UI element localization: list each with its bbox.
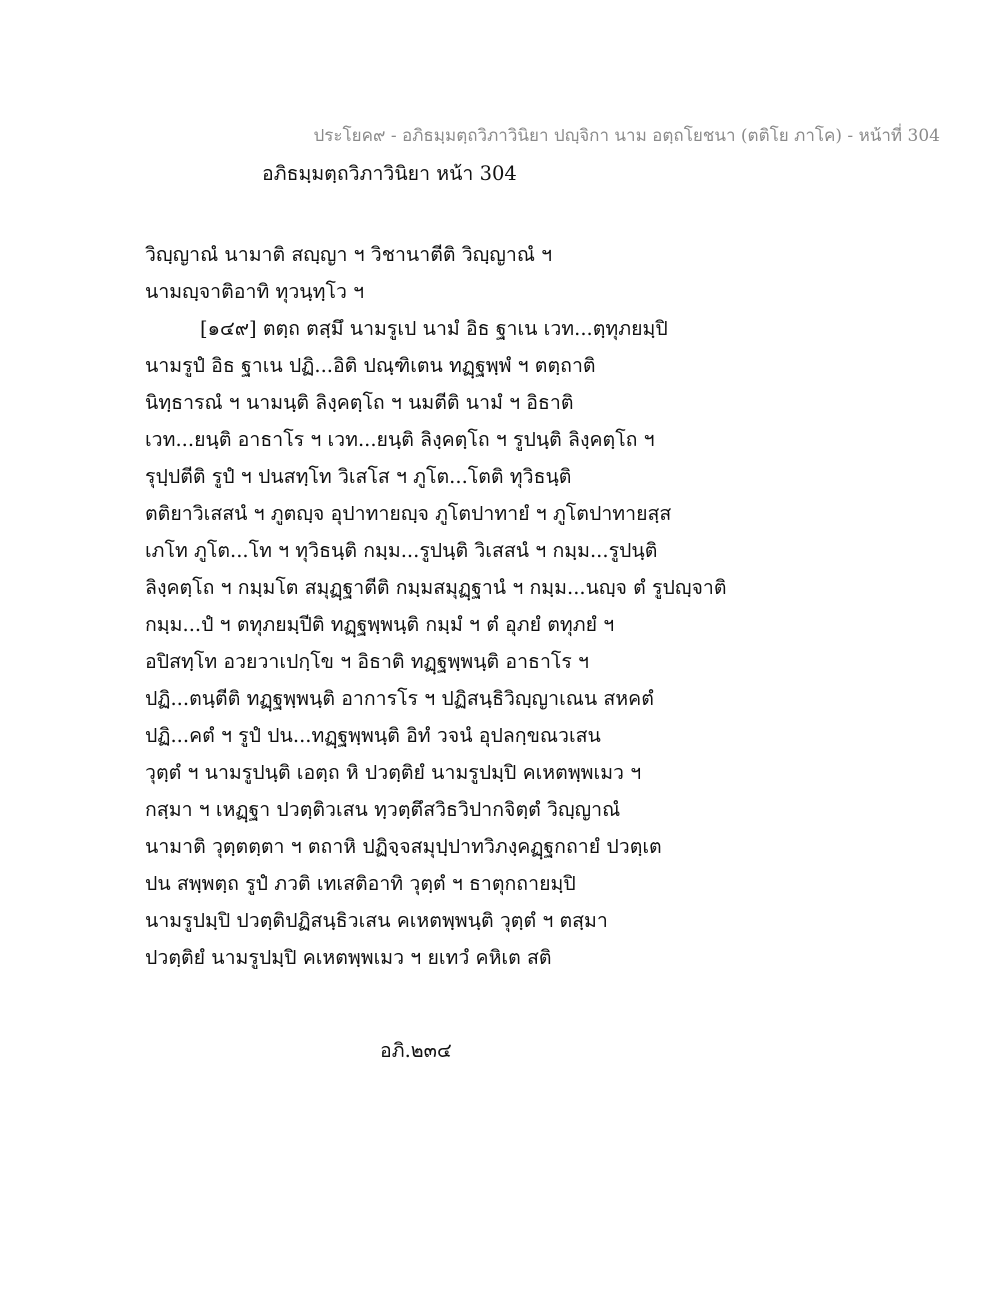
text-line: อปิสทฺโท อวยวาเปกฺโข ฯ อิธาติ ทฏฺฐพฺพนฺติ อาธาโร ฯ <box>145 650 589 673</box>
text-line: กมฺม...ปํ ฯ ตทุภยมฺปีติ ทฏฺฐพฺพนฺติ กมฺมํ ฯ ตํ อุภยํ ตทุภยํ ฯ <box>145 613 615 636</box>
text-line: ตติยาวิเสสนํ ฯ ภูตญฺจ อุปาทายญฺจ ภูโตปาทายํ ฯ ภูโตปาทายสฺส <box>145 502 672 525</box>
page-title: อภิธมฺมตฺถวิภาวินิยา หน้า 304 <box>262 162 517 185</box>
text-line: นามญฺจาติอาทิ ทุวนฺทฺโว ฯ <box>145 280 365 303</box>
text-line: ปฏิ...คตํ ฯ รูปํ ปน...ทฏฺฐพฺพนฺติ อิทํ วจนํ อุปลกฺขณวเสน <box>145 724 601 747</box>
text-line: ปวตฺติยํ นามรูปมฺปิ คเหตพฺพเมว ฯ ยเทวํ คหิเต สติ <box>145 946 552 969</box>
text-line: กสฺมา ฯ เหฏฺฐา ปวตฺติวเสน ทฺวตฺตึสวิธวิปากจิตฺตํ วิญฺญาณํ <box>145 798 621 821</box>
text-line: นามรูปมฺปิ ปวตฺติปฏิสนฺธิวเสน คเหตพฺพนฺติ วุตฺตํ ฯ ตสฺมา <box>145 909 608 932</box>
text-line: นามาติ วุตฺตตฺตา ฯ ตถาหิ ปฏิจฺจสมุปฺปาทวิภงฺคฏฺฐกถายํ ปวตฺเต <box>145 835 662 858</box>
text-line: ปฏิ...ตนฺตีติ ทฏฺฐพฺพนฺติ อาการโร ฯ ปฏิสนฺธิวิญฺญาเณน สหคตํ <box>145 687 654 710</box>
text-line: นามรูปํ อิธ ฐาเน ปฏิ...อิติ ปณฺฑิเตน ทฏฺฐพฺพํ ฯ ตตฺถาติ <box>145 354 596 377</box>
text-line: รุปฺปตีติ รูปํ ฯ ปนสทฺโท วิเสโส ฯ ภูโต...โตติ ทุวิธนฺติ <box>145 465 572 488</box>
text-line: เวท...ยนฺติ อาธาโร ฯ เวท...ยนฺติ ลิงฺคตฺโถ ฯ รูปนฺติ ลิงฺคตฺโถ ฯ <box>145 428 655 451</box>
text-line: เภโท ภูโต...โท ฯ ทุวิธนฺติ กมฺม...รูปนฺติ วิเสสนํ ฯ กมฺม...รูปนฺติ <box>145 539 658 562</box>
text-line: ปน สพฺพตฺถ รูปํ ภวติ เทเสติอาทิ วุตฺตํ ฯ ธาตุกถายมฺปิ <box>145 872 576 895</box>
text-line: นิทฺธารณํ ฯ นามนฺติ ลิงฺคตฺโถ ฯ นมตีติ นามํ ฯ อิธาติ <box>145 391 574 414</box>
body-text <box>145 236 945 976</box>
running-header: ประโยค๙ - อภิธมฺมตฺถวิภาวินิยา ปญฺจิกา นาม อตฺถโยชนา (ตติโย ภาโค) - หน้าที่ 304 <box>313 126 940 146</box>
text-line: วิญฺญาณํ นามาติ สญฺญา ฯ วิชานาตีติ วิญฺญาณํ ฯ <box>145 243 553 266</box>
paragraph-start-line: [๑๔๙] ตตฺถ ตสฺมึ นามรูเป นามํ อิธ ฐาเน เวท...ตฺทุภยมฺปิ <box>200 317 668 340</box>
text-line: ลิงฺคตฺโถ ฯ กมฺมโต สมุฏฺฐาตีติ กมฺมสมุฏฺฐานํ ฯ กมฺม...นญฺจ ตํ รูปญฺจาติ <box>145 576 727 599</box>
page-folio: อภิ.๒๓๔ <box>380 1039 452 1062</box>
text-line: วุตฺตํ ฯ นามรูปนฺติ เอตฺถ หิ ปวตฺติยํ นามรูปมฺปิ คเหตพฺพเมว ฯ <box>145 761 642 784</box>
